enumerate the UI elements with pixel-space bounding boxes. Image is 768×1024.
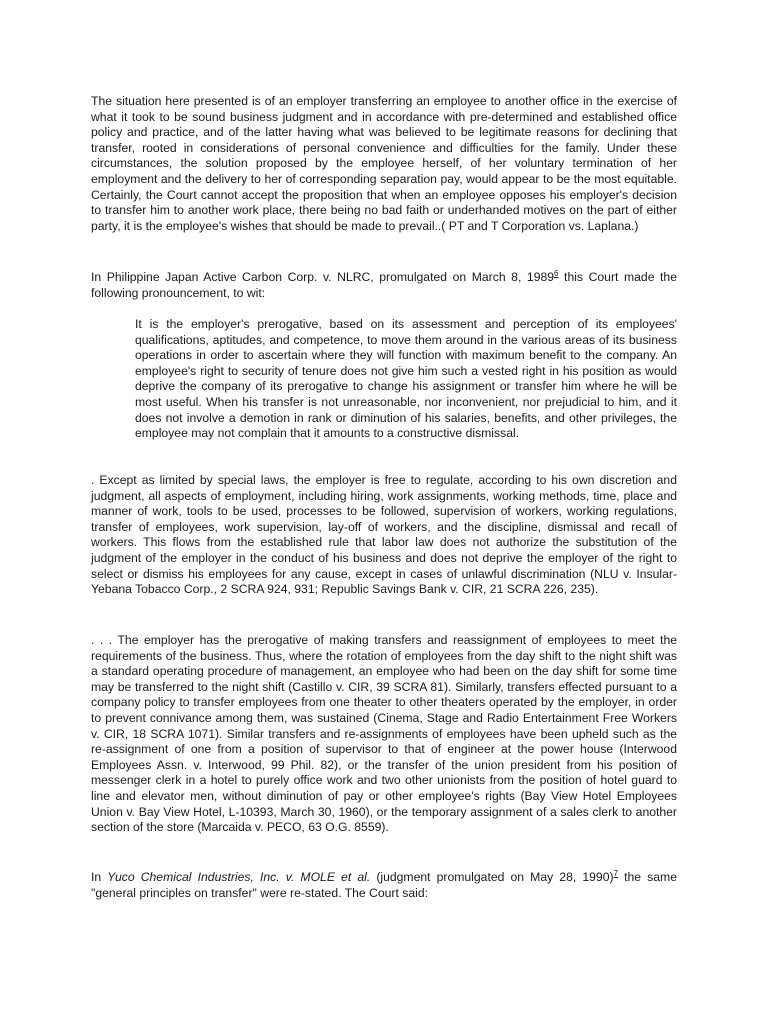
- footnote-marker-7[interactable]: 7: [613, 868, 618, 878]
- paragraph-transfers-reassignment: . . . The employer has the prerogative of making transfers and reassignment of employees to meet the requirements of the business. Thus, where the rotation of employees from the day shift to the night shift was a standard operating procedure of management, an employee who had been on the day shift for some time may be transferred to the night shift (Castillo v. CIR, 39 SCRA 81). Similarly, transfers effected pursuant to a company policy to transfer employees from one theater to other theaters operated by the employer, in order to prevent connivance among them, was sustained (Cinema, Stage and Radio Entertainment Free Workers v. CIR, 18 SCRA 1071). Similar transfers and re-assignments of employees have been upheld such as the re-assignment of one from a position of supervisor to that of engineer at the power house (Interwood Employees Assn. v. Interwood, 99 Phil. 82), or the transfer of the union president from his position of messenger clerk in a hotel to purely office work and two other unionists from the position of hotel guard to line and elevator men, without diminution of pay or other employee's rights (Bay View Hotel Employees Union v. Bay View Hotel, L-10393, March 30, 1960), or the temporary assignment of a sales clerk to another section of the store (Marcaida v. PECO, 63 O.G. 8559).: [91, 633, 677, 835]
- paragraph-yuco-chemical: [91, 870, 677, 901]
- paragraph-text: the same "general principles on transfer" were re-stated. The Court said:: [91, 870, 677, 900]
- paragraph-text: In: [91, 870, 108, 884]
- paragraph-text: In Philippine Japan Active Carbon Corp. v. NLRC, promulgated on March 8, 1989: [91, 270, 555, 284]
- paragraph-pt-and-t-laplana: The situation here presented is of an employer transferring an employee to another office in the exercise of what it took to be sound business judgment and in accordance with pre-determined and established office policy and practice, and of the latter having what was believed to be legitimate reasons for declining that transfer, rooted in considerations of personal convenience and difficulties for the family. Under these circumstances, the solution proposed by the employee herself, of her voluntary termination of her employment and the delivery to her of corresponding separation pay, would appear to be the most equitable. Certainly, the Court cannot accept the proposition that when an employee opposes his employer's decision to transfer him to another work place, there being no bad faith or underhanded motives on the part of either party, it is the employee's wishes that should be made to prevail..( PT and T Corporation vs. Laplana.): [91, 94, 677, 233]
- paragraph-text: this Court made the following pronouncement, to wit:: [91, 270, 677, 300]
- paragraph-text: (judgment promulgated on May 28, 1990): [370, 870, 614, 884]
- case-name: Yuco Chemical Industries, Inc. v. MOLE et al.: [107, 870, 371, 884]
- paragraph-special-laws: . Except as limited by special laws, the employer is free to regulate, according to his own discretion and judgment, all aspects of employment, including hiring, work assignments, working methods, time, place and manner of work, tools to be used, processes to be followed, supervision of workers, working regulations, transfer of employees, work supervision, lay-off of workers, and the discipline, dismissal and recall of workers. This flows from the established rule that labor law does not authorize the substitution of the judgment of the employer in the conduct of his business and does not deprive the employer of the right to select or dismiss his employees for any cause, except in cases of unlawful discrimination (NLU v. Insular-Yebana Tobacco Corp., 2 SCRA 924, 931; Republic Savings Bank v. CIR, 21 SCRA 226, 235).: [91, 473, 677, 597]
- footnote-marker-6[interactable]: 6: [554, 268, 559, 278]
- paragraph-philippine-japan-intro: [91, 270, 677, 301]
- block-quote-employer-prerogative: It is the employer's prerogative, based on its assessment and perception of its employees' qualifications, aptitudes, and competence, to move them around in the various areas of its business operations in order to ascertain where they will function with maximum benefit to the company. An employee's right to security of tenure does not give him such a vested right in his position as would deprive the company of its prerogative to change his assignment or transfer him where he will be most useful. When his transfer is not unreasonable, nor inconvenient, nor prejudicial to him, and it does not involve a demotion in rank or diminution of his salaries, benefits, and other privileges, the employee may not complain that it amounts to a constructive dismissal.: [135, 317, 677, 441]
